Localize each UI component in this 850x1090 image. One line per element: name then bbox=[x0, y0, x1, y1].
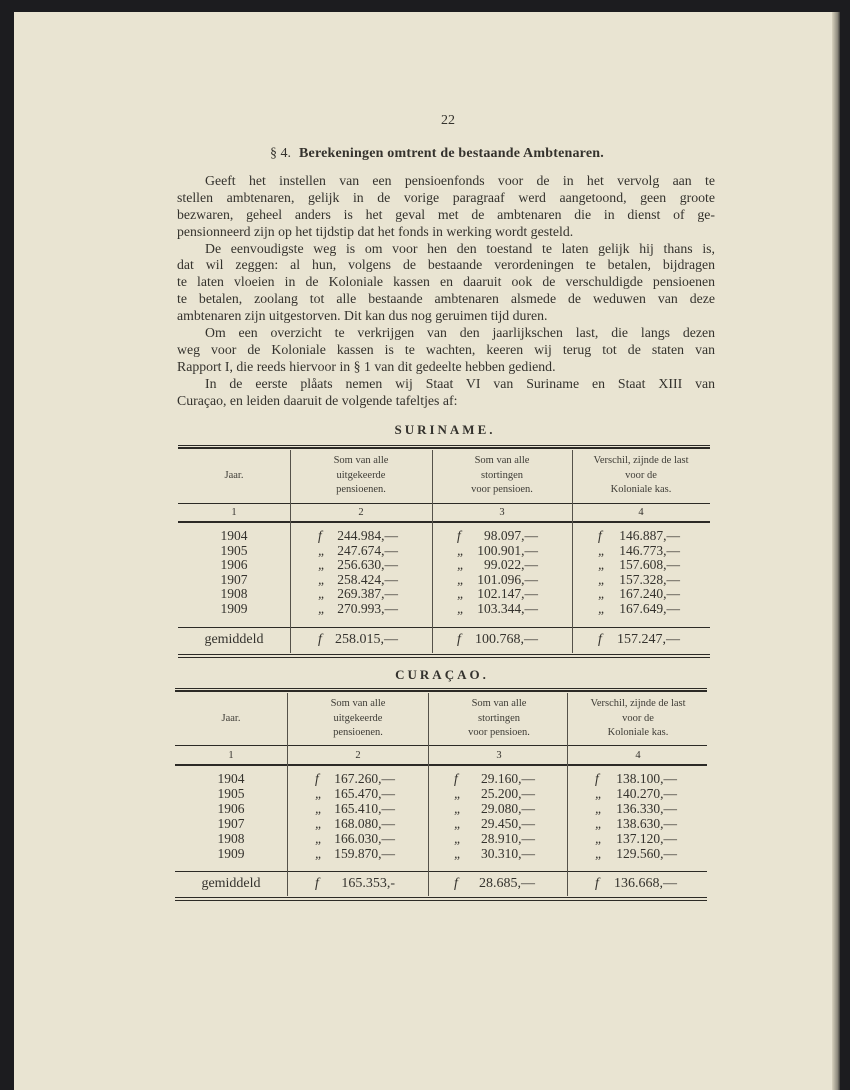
text-line: ambtenaren zijn uitgestorven. Dit kan dus nog geruimen tijd duren. bbox=[177, 308, 548, 324]
amount: 258.424,— bbox=[337, 571, 398, 587]
column-number: 3 bbox=[496, 750, 502, 761]
average-amount: 136.668,— bbox=[614, 876, 677, 891]
header-line: stortingen bbox=[478, 712, 520, 724]
header-line: voor de bbox=[622, 712, 654, 724]
rule bbox=[175, 900, 707, 901]
page-number: 22 bbox=[441, 113, 455, 128]
column-number: 4 bbox=[635, 750, 641, 761]
average-amount: 100.768,— bbox=[475, 632, 538, 647]
year: 1905 bbox=[217, 785, 245, 801]
header-line: Verschil, zijnde de last bbox=[590, 698, 686, 710]
rule bbox=[178, 657, 710, 658]
amount: 256.630,— bbox=[337, 557, 398, 573]
currency-prefix: f bbox=[315, 876, 319, 891]
table-row bbox=[178, 543, 710, 558]
text-line: In de eerste plåats nemen wij Staat VI van Suriname en Staat XIII van bbox=[205, 375, 715, 391]
header-year bbox=[175, 693, 287, 745]
ditto-mark: „ bbox=[595, 845, 603, 861]
amount: 129.560,— bbox=[616, 845, 677, 861]
year: 1906 bbox=[220, 557, 248, 573]
table-row bbox=[178, 528, 710, 543]
ditto-mark: „ bbox=[457, 586, 465, 602]
section-heading bbox=[270, 146, 604, 162]
column-number: 2 bbox=[355, 750, 361, 761]
amount: 157.328,— bbox=[619, 571, 680, 587]
ditto-mark: „ bbox=[318, 571, 326, 587]
table-row bbox=[178, 601, 710, 616]
year: 1908 bbox=[217, 830, 245, 846]
currency-prefix: f bbox=[454, 876, 458, 891]
table-suriname bbox=[178, 445, 710, 659]
year: 1909 bbox=[217, 845, 245, 861]
amount: 146.887,— bbox=[619, 528, 680, 543]
column-number: 4 bbox=[638, 507, 644, 518]
rule bbox=[178, 654, 710, 655]
table-row bbox=[175, 846, 707, 861]
currency-prefix: f bbox=[318, 528, 322, 543]
ditto-mark: „ bbox=[595, 800, 603, 816]
header-line: Jaar. bbox=[224, 469, 244, 481]
amount: 29.080,— bbox=[481, 800, 535, 816]
amount: 269.387,— bbox=[337, 586, 398, 602]
year: 1905 bbox=[220, 542, 248, 558]
header-line: pensioenen. bbox=[336, 484, 386, 496]
body-text bbox=[177, 173, 715, 409]
currency-prefix: f bbox=[457, 632, 461, 647]
ditto-mark: „ bbox=[598, 542, 606, 558]
amount: 166.030,— bbox=[334, 830, 395, 846]
average-amount: 165.353,- bbox=[341, 876, 395, 891]
text-line: Curaçao, en leiden daaruit de volgende tafeltjes af: bbox=[177, 392, 458, 408]
header-line: Som van alle bbox=[474, 455, 530, 467]
year: 1904 bbox=[220, 528, 248, 543]
header-year bbox=[178, 450, 290, 502]
ditto-mark: „ bbox=[318, 542, 326, 558]
header-line: voor de bbox=[625, 469, 657, 481]
table-row bbox=[175, 771, 707, 786]
table-row bbox=[178, 557, 710, 572]
table-title-suriname: SURINAME. bbox=[394, 422, 496, 437]
currency-prefix: f bbox=[595, 770, 599, 786]
text-line: Geeft het instellen van een pensioenfonds voor de in het vervolg aan te bbox=[205, 173, 715, 188]
ditto-mark: „ bbox=[454, 800, 462, 816]
ditto-mark: „ bbox=[454, 785, 462, 801]
year: 1907 bbox=[217, 815, 245, 831]
currency-prefix: f bbox=[457, 528, 461, 543]
ditto-mark: „ bbox=[595, 830, 603, 846]
year: 1904 bbox=[217, 770, 245, 786]
ditto-mark: „ bbox=[318, 586, 326, 602]
table-curacao bbox=[175, 688, 707, 902]
ditto-mark: „ bbox=[315, 800, 323, 816]
amount: 29.450,— bbox=[481, 815, 535, 831]
text-line: te betalen, zoolang tot alle bestaande ambtenaren alsmede de weduwen van deze bbox=[177, 291, 715, 307]
amount: 29.160,— bbox=[481, 770, 535, 786]
text-line: De eenvoudigste weg is om voor hen den toestand te laten gelijk hij thans is, bbox=[205, 240, 715, 256]
table-row bbox=[175, 786, 707, 801]
currency-prefix: f bbox=[454, 770, 458, 786]
amount: 270.993,— bbox=[337, 601, 398, 616]
header-contributions bbox=[429, 693, 569, 745]
average-row bbox=[178, 632, 710, 648]
year: 1909 bbox=[220, 601, 248, 616]
amount: 103.344,— bbox=[477, 601, 538, 616]
ditto-mark: „ bbox=[595, 815, 603, 831]
amount: 244.984,— bbox=[337, 528, 398, 543]
header-line: pensioenen. bbox=[333, 727, 383, 739]
text-line: Rapport I, die reeds hiervoor in § 1 van dit gedeelte hebben gediend. bbox=[177, 358, 556, 374]
amount: 25.200,— bbox=[481, 785, 535, 801]
amount: 138.100,— bbox=[616, 770, 677, 786]
ditto-mark: „ bbox=[315, 830, 323, 846]
ditto-mark: „ bbox=[598, 586, 606, 602]
header-contributions bbox=[432, 450, 572, 502]
amount: 99.022,— bbox=[484, 557, 538, 573]
average-label: gemiddeld bbox=[201, 876, 261, 891]
text-line: dat wil zeggen: al hun, volgens de bestaande verordeningen te betalen, bijdragen bbox=[177, 257, 715, 273]
text-line: Om een overzicht te verkrijgen van den jaarlijkschen last, die langs dezen bbox=[205, 325, 715, 341]
currency-prefix: f bbox=[598, 528, 602, 543]
rule bbox=[178, 445, 710, 446]
rule bbox=[178, 521, 710, 523]
year: 1908 bbox=[220, 586, 248, 602]
header-line: Koloniale kas. bbox=[607, 727, 669, 739]
ditto-mark: „ bbox=[318, 601, 326, 616]
amount: 101.096,— bbox=[477, 571, 538, 587]
header-difference bbox=[572, 450, 710, 502]
year: 1906 bbox=[217, 800, 245, 816]
amount: 167.240,— bbox=[619, 586, 680, 602]
amount: 136.330,— bbox=[616, 800, 677, 816]
rule bbox=[175, 690, 707, 692]
amount: 165.470,— bbox=[334, 785, 395, 801]
section-number: § 4. bbox=[270, 146, 291, 161]
table-row bbox=[175, 816, 707, 831]
amount: 98.097,— bbox=[484, 528, 538, 543]
header-line: Koloniale kas. bbox=[610, 484, 672, 496]
ditto-mark: „ bbox=[315, 815, 323, 831]
rule bbox=[175, 688, 707, 689]
year: 1907 bbox=[220, 571, 248, 587]
header-difference bbox=[569, 693, 707, 745]
ditto-mark: „ bbox=[598, 557, 606, 573]
text-line: pensionneerd zijn op het tijdstip dat het fonds in werking wordt gesteld. bbox=[177, 223, 574, 239]
header-line: Som van alle bbox=[330, 698, 386, 710]
amount: 100.901,— bbox=[477, 542, 538, 558]
currency-prefix: f bbox=[318, 632, 322, 647]
amount: 165.410,— bbox=[334, 800, 395, 816]
ditto-mark: „ bbox=[454, 830, 462, 846]
column-number: 1 bbox=[231, 507, 237, 518]
average-amount: 157.247,— bbox=[617, 632, 680, 647]
header-line: uitgekeerde bbox=[333, 712, 383, 724]
table-row bbox=[178, 586, 710, 601]
text-line: stellen ambtenaren, gelijk in de vorige paragraaf werd aangetoond, geen groote bbox=[177, 189, 715, 205]
ditto-mark: „ bbox=[454, 815, 462, 831]
amount: 138.630,— bbox=[616, 815, 677, 831]
currency-prefix: f bbox=[315, 770, 319, 786]
amount: 30.310,— bbox=[481, 845, 535, 861]
table-row bbox=[175, 831, 707, 846]
table-row bbox=[178, 572, 710, 587]
amount: 247.674,— bbox=[337, 542, 398, 558]
header-line: Som van alle bbox=[471, 698, 527, 710]
currency-prefix: f bbox=[598, 632, 602, 647]
amount: 28.910,— bbox=[481, 830, 535, 846]
header-line: stortingen bbox=[481, 469, 523, 481]
average-amount: 28.685,— bbox=[479, 876, 535, 891]
amount: 167.649,— bbox=[619, 601, 680, 616]
text-line: te laten vloeien in de Koloniale kassen en daaruit ook de verschuldigde pensioenen bbox=[177, 274, 715, 290]
ditto-mark: „ bbox=[318, 557, 326, 573]
page-edge bbox=[832, 12, 840, 1090]
ditto-mark: „ bbox=[457, 542, 465, 558]
amount: 140.270,— bbox=[616, 785, 677, 801]
currency-prefix: f bbox=[595, 876, 599, 891]
ditto-mark: „ bbox=[457, 571, 465, 587]
amount: 137.120,— bbox=[616, 830, 677, 846]
header-line: uitgekeerde bbox=[336, 469, 386, 481]
header-line: Verschil, zijnde de last bbox=[593, 455, 689, 467]
ditto-mark: „ bbox=[457, 601, 465, 616]
header-line: Jaar. bbox=[221, 712, 241, 724]
ditto-mark: „ bbox=[598, 571, 606, 587]
header-line: Som van alle bbox=[333, 455, 389, 467]
section-title: Berekeningen omtrent de bestaande Ambtenaren. bbox=[299, 146, 604, 161]
amount: 102.147,— bbox=[477, 586, 538, 602]
average-row bbox=[175, 876, 707, 892]
text-line: weg voor de Koloniale kassen is te wachten, keeren wij terug tot de staten van bbox=[177, 341, 715, 357]
ditto-mark: „ bbox=[315, 845, 323, 861]
header-paid-pensions bbox=[287, 693, 429, 745]
average-label: gemiddeld bbox=[204, 632, 264, 647]
rule bbox=[175, 897, 707, 898]
column-number: 2 bbox=[358, 507, 364, 518]
table-row bbox=[175, 801, 707, 816]
header-line: voor pensioen. bbox=[468, 727, 530, 739]
table-title-curacao: CURAÇAO. bbox=[395, 667, 489, 682]
ditto-mark: „ bbox=[457, 557, 465, 573]
amount: 159.870,— bbox=[334, 845, 395, 861]
ditto-mark: „ bbox=[598, 601, 606, 616]
amount: 167.260,— bbox=[334, 770, 395, 786]
rule bbox=[178, 503, 710, 504]
ditto-mark: „ bbox=[315, 785, 323, 801]
header-paid-pensions bbox=[290, 450, 432, 502]
rule bbox=[175, 764, 707, 766]
amount: 157.608,— bbox=[619, 557, 680, 573]
amount: 168.080,— bbox=[334, 815, 395, 831]
ditto-mark: „ bbox=[454, 845, 462, 861]
rule bbox=[178, 627, 710, 628]
rule bbox=[178, 447, 710, 449]
header-line: voor pensioen. bbox=[471, 484, 533, 496]
rule bbox=[175, 745, 707, 746]
amount: 146.773,— bbox=[619, 542, 680, 558]
column-number: 3 bbox=[499, 507, 505, 518]
column-number: 1 bbox=[228, 750, 234, 761]
rule bbox=[175, 871, 707, 872]
text-line: bezwaren, geheel anders is het geval met de ambtenaren die in dienst of ge- bbox=[177, 206, 715, 222]
ditto-mark: „ bbox=[595, 785, 603, 801]
average-amount: 258.015,— bbox=[335, 632, 398, 647]
